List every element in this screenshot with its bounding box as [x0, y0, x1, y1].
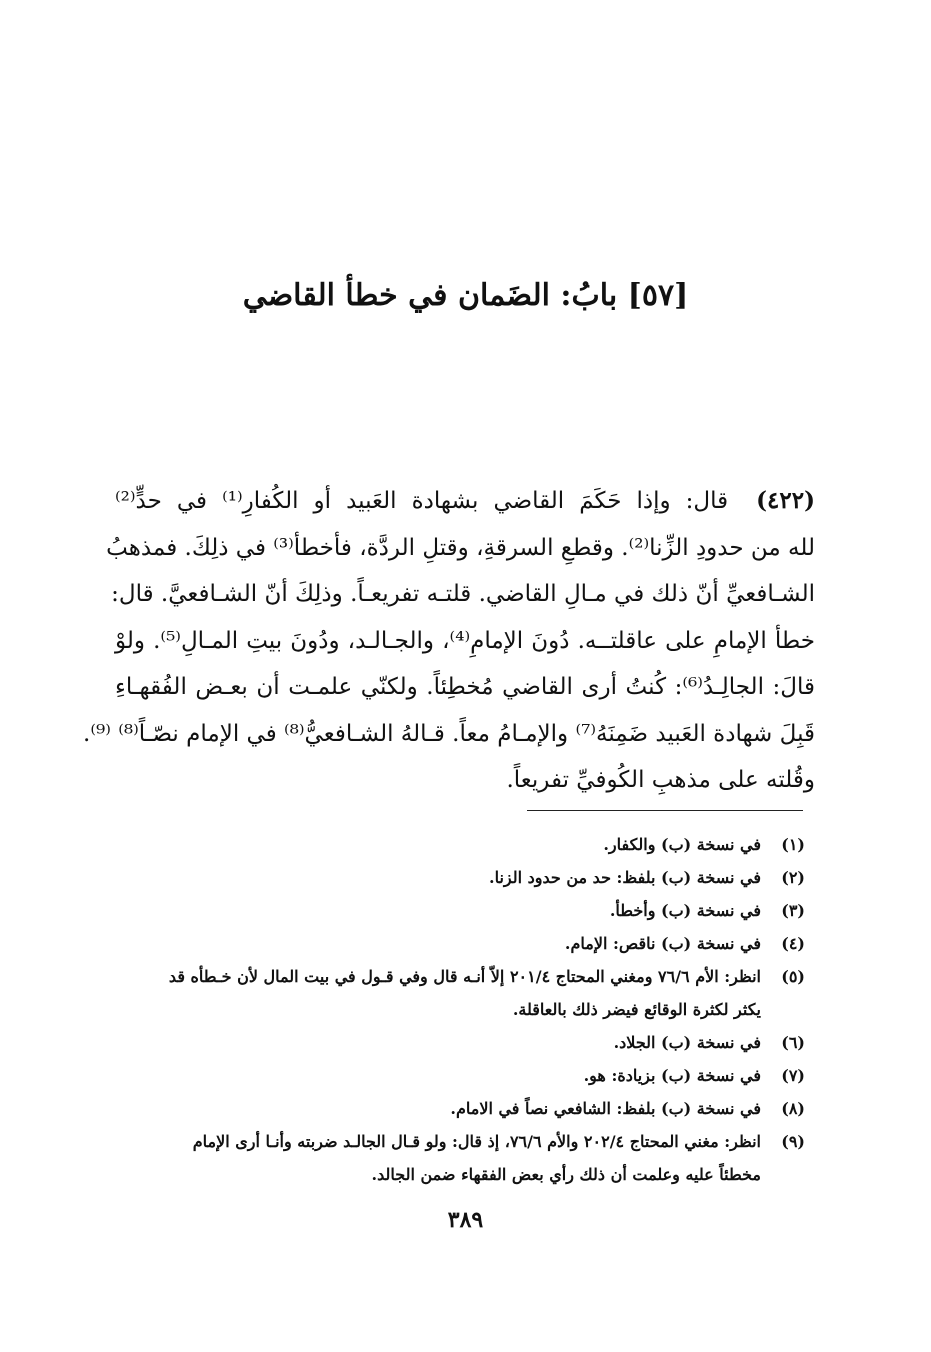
paragraph-line: الشـافعيِّ أنّ ذلك في مـالِ القاضي. قلتـه تفريعـاً. وذلِكَ أنّ الشـافعيَّ. قال:: [111, 581, 815, 607]
paragraph-line: قَبِلَ شهادة العَبيد ضَمِنَهُ⁽⁷⁾ والإمـامُ معاً. قـالهُ الشـافعيُّ⁽⁸⁾ في الإمام نصّـاً⁽⁸⁾ ⁽⁹⁾.: [83, 720, 815, 747]
footnote-number: (٦): [781, 1033, 805, 1052]
footnote-item: [115, 960, 805, 1026]
footnote-text: في نسخة (ب) الجلاد.: [613, 1033, 761, 1052]
paragraph-line: لله من حدودِ الزِّنا⁽²⁾. وقطعِ السرقةِ، وقتلِ الردَّة، فأخطأ⁽³⁾ في ذلِكَ. فمذهبُ: [106, 534, 815, 561]
footnote-text: في نسخة (ب) والكفار.: [603, 835, 761, 854]
paragraph-number: (٤٢٢): [756, 487, 815, 514]
footnote-item: [115, 1059, 805, 1092]
footnote-item: [115, 861, 805, 894]
paragraph-line: وقُلته على مذهبِ الكُوفيِّ تفريعاً.: [506, 767, 815, 793]
footnote-number: (٤): [781, 934, 805, 953]
paragraph-body: [83, 478, 815, 804]
footnote-text-continued: يكثر لكثرة الوقائع فيضر ذلك بالعاقلة.: [512, 1000, 761, 1019]
footnote-number: (٢): [781, 868, 805, 887]
footnote-number: (١): [781, 835, 805, 854]
paragraph-line: خطأ الإمامِ على عاقلتــه. دُونَ الإمامِ⁽⁴⁾، والجـالـد، ودُونَ بيتِ المـالِ⁽⁵⁾. ولوْ: [115, 627, 815, 654]
footnote-item: [115, 1092, 805, 1125]
footnote-number: (٣): [781, 901, 805, 920]
footnote-item: [115, 1125, 805, 1191]
chapter-title: [٥٧] بابُ: الضَمان في خطأ القاضي: [242, 278, 689, 313]
footnote-item: [115, 894, 805, 927]
footnote-item: [115, 927, 805, 960]
footnote-text: في نسخة (ب) بلفظ: حد من حدود الزنا.: [489, 868, 761, 887]
footnote-text: انظر: مغني المحتاج ٢٠٢/٤ والأم ٧٦/٦، إذ قال: ولو قـال الجالـد ضربته وأنـا أرى الإمام: [192, 1132, 761, 1151]
page-number: ٣٨٩: [447, 1207, 484, 1233]
footnote-text-block: [115, 960, 761, 1026]
footnote-item: [115, 828, 805, 861]
paragraph-line: [115, 478, 815, 525]
footnote-text-block: [115, 1125, 761, 1191]
footnote-number: (٥): [781, 967, 805, 986]
paragraph-line: قالَ: الجالِـدُ⁽⁶⁾: كُنتُ أرى القاضي مُخطِئاً. ولكنّي علمـت أن بعـض الفُقهـاءِ: [115, 674, 815, 700]
footnote-text: في نسخة (ب) ناقص: الإمام.: [564, 934, 761, 953]
footnote-text: في نسخة (ب) وأخطأ.: [609, 901, 761, 920]
footnote-item: [115, 1026, 805, 1059]
footnote-text-continued: مخطئاً عليه وعلمت أن ذلك رأي بعض الفقهاء ضمن الجالد.: [371, 1165, 761, 1184]
footnote-divider: [527, 810, 803, 811]
footnotes-list: [115, 828, 805, 1191]
paragraph-line-text: قال: وإذا حَكَمَ القاضي بشهادة العَبيد أو الكُفارِ⁽¹⁾ في حدٍّ⁽²⁾: [115, 488, 729, 514]
footnote-text: انظر: الأم ٧٦/٦ ومغني المحتاج ٢٠١/٤ إلاّ أنـه قال وفي قـول في بيت المال لأن خـطأه قد: [168, 967, 761, 986]
footnote-number: (٨): [781, 1099, 805, 1118]
footnote-number: (٧): [781, 1066, 805, 1085]
footnote-number: (٩): [781, 1132, 805, 1151]
footnote-text: في نسخة (ب) بلفظ: الشافعي نصاً في الامام.: [450, 1099, 761, 1118]
footnote-text: في نسخة (ب) بزيادة: هو.: [583, 1066, 761, 1085]
